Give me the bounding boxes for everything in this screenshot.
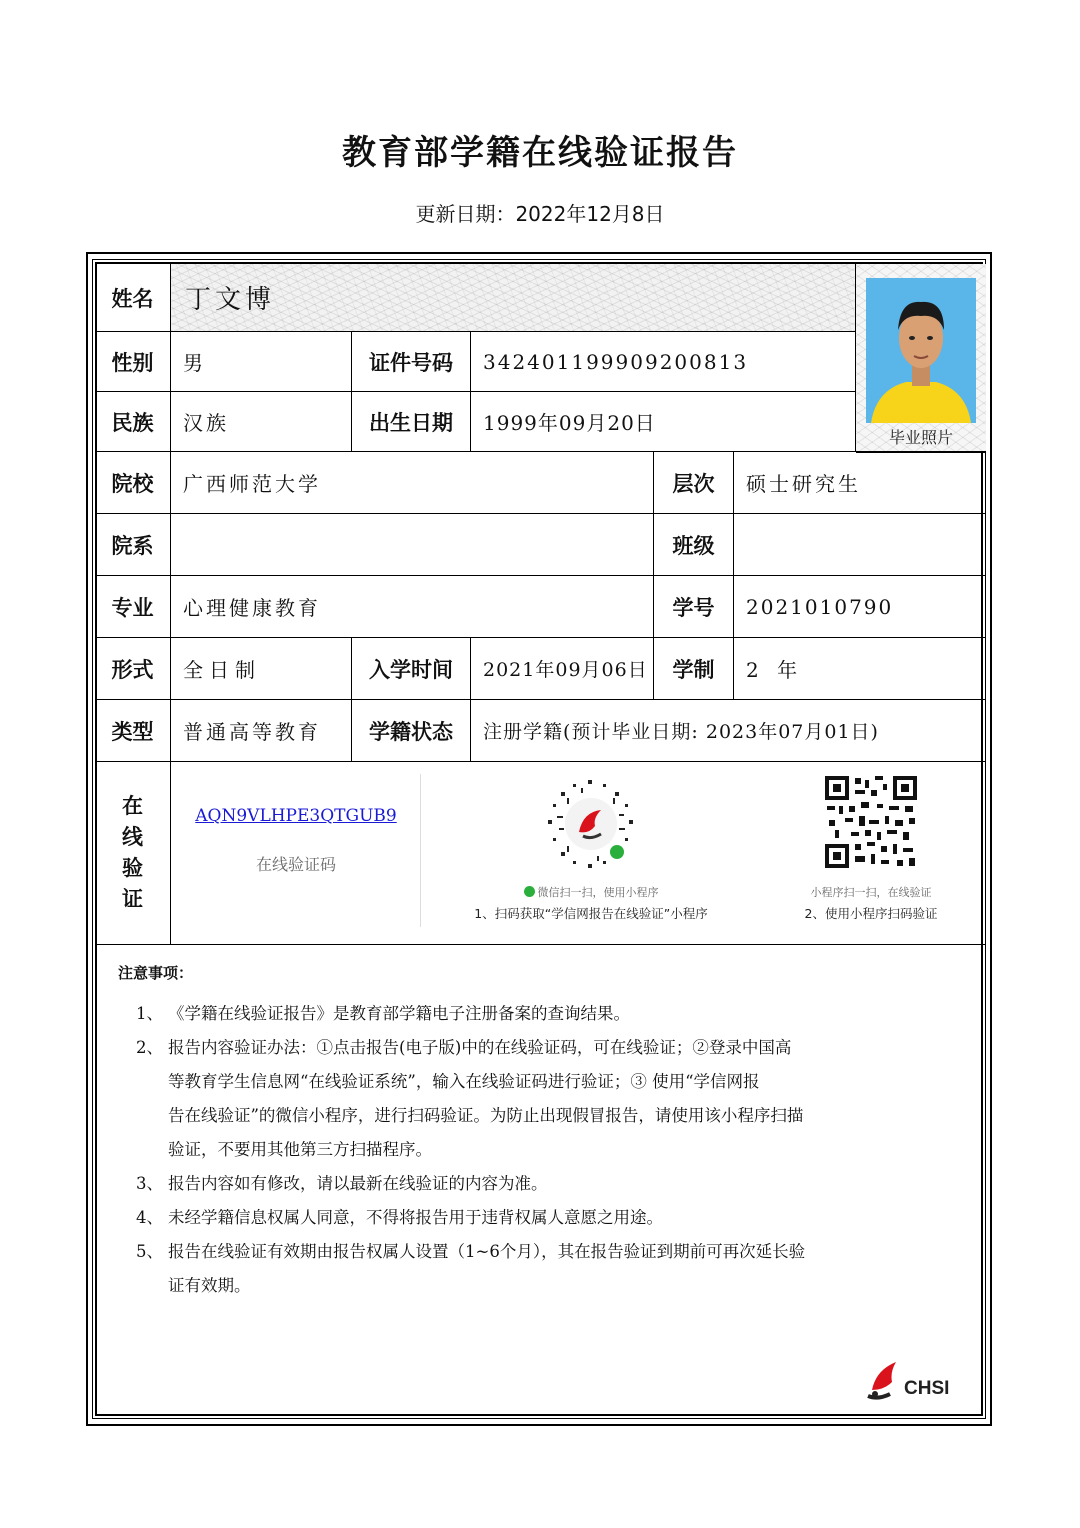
id-value: 342401199909200813 bbox=[471, 332, 856, 392]
duration-value: 2 年 bbox=[734, 638, 986, 700]
birth-value: 1999年09月20日 bbox=[471, 392, 856, 452]
qr-code[interactable] bbox=[825, 776, 917, 868]
wechat-small-label: 微信扫一扫，使用小程序 bbox=[537, 886, 659, 899]
note-line: 报告内容如有修改，请以最新在线验证的内容为准。 bbox=[168, 1174, 548, 1193]
name-field bbox=[171, 264, 856, 332]
ethnicity-value: 汉族 bbox=[171, 392, 352, 452]
note-number: 4、 bbox=[136, 1208, 163, 1227]
name-value: 丁文博 bbox=[185, 285, 276, 315]
id-label: 证件号码 bbox=[352, 332, 471, 392]
chsi-logo-text: CHSI bbox=[904, 1378, 950, 1399]
verify-divider bbox=[420, 774, 421, 927]
qr-caption: 2、使用小程序扫码验证 bbox=[804, 906, 938, 921]
enroll-value: 2021年09月06日 bbox=[471, 638, 654, 700]
class-value bbox=[734, 514, 986, 576]
wechat-mini-program-code[interactable] bbox=[543, 776, 639, 872]
school-value: 广西师范大学 bbox=[171, 452, 654, 514]
verify-code-block bbox=[171, 762, 421, 945]
type-value: 普通高等教育 bbox=[171, 700, 352, 762]
photo-cell bbox=[856, 264, 986, 452]
class-label: 班级 bbox=[654, 514, 734, 576]
chsi-logo bbox=[866, 1356, 966, 1406]
school-label: 院校 bbox=[95, 452, 171, 514]
note-line: 报告内容验证办法：①点击报告(电子版)中的在线验证码，可在线验证；②登录中国高 bbox=[168, 1038, 792, 1057]
report-title: 教育部学籍在线验证报告 bbox=[342, 133, 738, 173]
verify-label-char: 证 bbox=[122, 887, 143, 911]
chsi-logo-icon bbox=[866, 1356, 906, 1402]
wechat-code-block bbox=[441, 776, 741, 941]
ethnicity-label: 民族 bbox=[95, 392, 171, 452]
note-item bbox=[118, 1201, 938, 1235]
major-value: 心理健康教育 bbox=[171, 576, 654, 638]
qr-code-block bbox=[771, 776, 971, 941]
student-no-label: 学号 bbox=[654, 576, 734, 638]
student-photo bbox=[866, 278, 976, 423]
note-number: 3、 bbox=[136, 1174, 163, 1193]
note-line: 报告在线验证有效期由报告权属人设置（1~6个月），其在报告验证到期前可再次延长验 bbox=[168, 1242, 806, 1261]
verify-label-char: 在 bbox=[122, 794, 143, 818]
notes-heading: 注意事项： bbox=[118, 964, 194, 982]
note-number: 2、 bbox=[136, 1038, 163, 1057]
verify-code-link[interactable]: AQN9VLHPE3QTGUB9 bbox=[195, 806, 397, 826]
gender-value: 男 bbox=[171, 332, 352, 392]
verify-label-char: 线 bbox=[122, 825, 143, 849]
wechat-caption: 1、扫码获取“学信网报告在线验证”小程序 bbox=[474, 906, 708, 921]
note-line: 验证，不要用其他第三方扫描程序。 bbox=[168, 1140, 432, 1159]
note-line: 告在线验证”的微信小程序，进行扫码验证。为防止出现假冒报告，请使用该小程序扫描 bbox=[168, 1106, 804, 1125]
name-label: 姓名 bbox=[95, 264, 171, 332]
verify-label bbox=[95, 762, 171, 945]
note-item bbox=[118, 1235, 938, 1303]
student-no-value: 2021010790 bbox=[734, 576, 986, 638]
birth-label: 出生日期 bbox=[352, 392, 471, 452]
status-label: 学籍状态 bbox=[352, 700, 471, 762]
notes-section bbox=[118, 962, 938, 1303]
verify-area bbox=[171, 762, 986, 945]
gender-label: 性别 bbox=[95, 332, 171, 392]
verify-label-char: 验 bbox=[122, 856, 143, 880]
form-label: 形式 bbox=[95, 638, 171, 700]
dept-label: 院系 bbox=[95, 514, 171, 576]
note-line: 未经学籍信息权属人同意，不得将报告用于违背权属人意愿之用途。 bbox=[168, 1208, 663, 1227]
enroll-label: 入学时间 bbox=[352, 638, 471, 700]
note-line: 《学籍在线验证报告》是教育部学籍电子注册备案的查询结果。 bbox=[168, 1004, 630, 1023]
note-item bbox=[118, 997, 938, 1031]
note-number: 1、 bbox=[136, 1004, 163, 1023]
note-item bbox=[118, 1031, 938, 1167]
major-label: 专业 bbox=[95, 576, 171, 638]
photo-caption: 毕业照片 bbox=[888, 428, 953, 447]
duration-label: 学制 bbox=[654, 638, 734, 700]
qr-small-text: 小程序扫一扫，在线验证 bbox=[810, 886, 932, 899]
note-item bbox=[118, 1167, 938, 1201]
note-line: 证有效期。 bbox=[168, 1276, 251, 1295]
form-value: 全日制 bbox=[171, 638, 352, 700]
update-date: 更新日期：2022年12月8日 bbox=[415, 202, 665, 226]
wechat-icon bbox=[524, 886, 535, 897]
wechat-small-text bbox=[441, 884, 741, 900]
level-value: 硕士研究生 bbox=[734, 452, 986, 514]
dept-value bbox=[171, 514, 654, 576]
note-line: 等教育学生信息网“在线验证系统”，输入在线验证码进行验证；③ 使用“学信网报 bbox=[168, 1072, 760, 1091]
level-label: 层次 bbox=[654, 452, 734, 514]
verify-code-label: 在线验证码 bbox=[255, 855, 336, 874]
note-number: 5、 bbox=[136, 1242, 163, 1261]
type-label: 类型 bbox=[95, 700, 171, 762]
status-value: 注册学籍(预计毕业日期: 2023年07月01日) bbox=[471, 700, 986, 762]
